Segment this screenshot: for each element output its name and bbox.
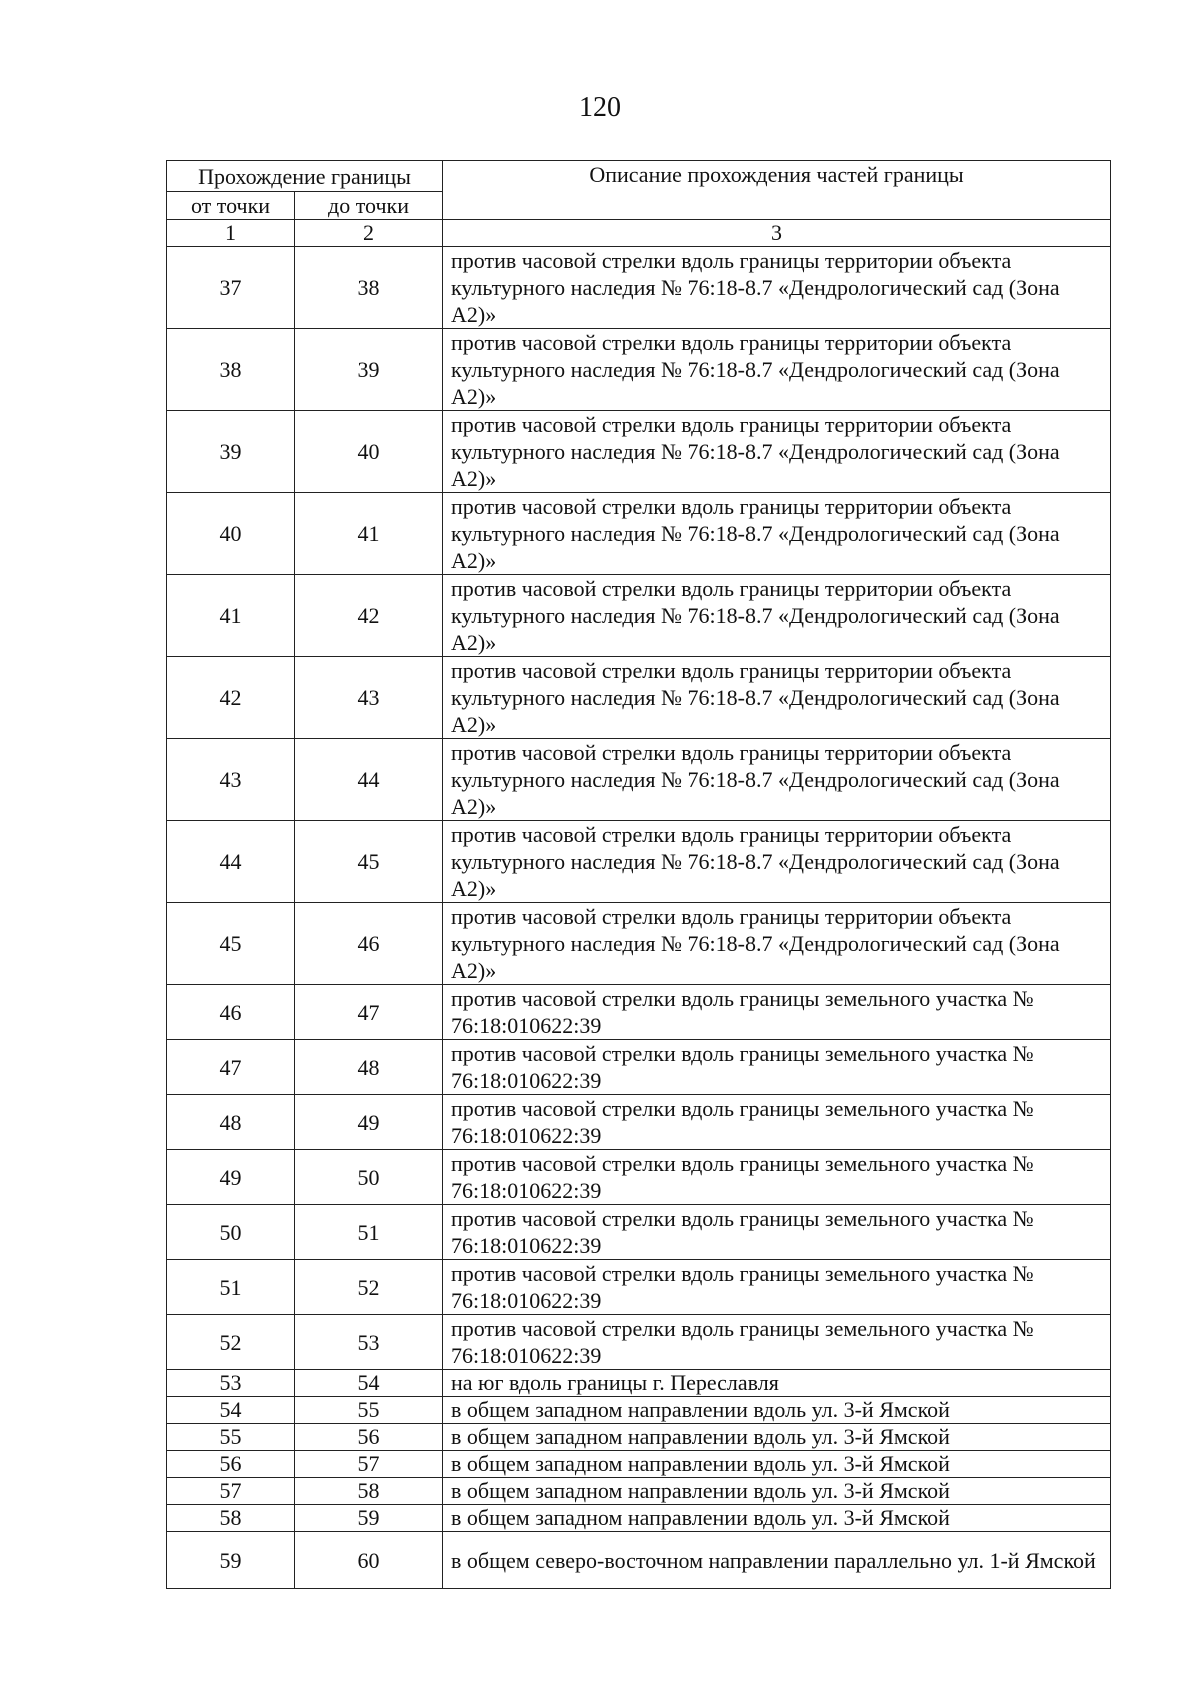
to-point: 43 <box>295 657 443 739</box>
table-row <box>167 739 1111 821</box>
table-row <box>167 657 1111 739</box>
to-point: 55 <box>295 1397 443 1424</box>
column-number: 3 <box>443 220 1111 247</box>
to-point: 41 <box>295 493 443 575</box>
boundary-description: против часовой стрелки вдоль границы территории объекта культурного наследия № 76:18-8.7 «Дендрологический сад (Зона А2)» <box>443 575 1111 657</box>
table-row <box>167 821 1111 903</box>
table-row <box>167 575 1111 657</box>
boundary-description: против часовой стрелки вдоль границы территории объекта культурного наследия № 76:18-8.7 «Дендрологический сад (Зона А2)» <box>443 411 1111 493</box>
header-passage: Прохождение границы <box>167 161 443 192</box>
table-row <box>167 1532 1111 1589</box>
table-row <box>167 1315 1111 1370</box>
table-row <box>167 903 1111 985</box>
boundary-description: в общем западном направлении вдоль ул. 3-й Ямской <box>443 1451 1111 1478</box>
table-row <box>167 1205 1111 1260</box>
from-point: 56 <box>167 1451 295 1478</box>
table-row <box>167 1451 1111 1478</box>
boundary-description: в общем западном направлении вдоль ул. 3-й Ямской <box>443 1424 1111 1451</box>
boundary-description: против часовой стрелки вдоль границы земельного участка № 76:18:010622:39 <box>443 985 1111 1040</box>
table-row <box>167 329 1111 411</box>
to-point: 44 <box>295 739 443 821</box>
column-number: 2 <box>295 220 443 247</box>
table-row <box>167 1478 1111 1505</box>
to-point: 39 <box>295 329 443 411</box>
boundary-description: против часовой стрелки вдоль границы территории объекта культурного наследия № 76:18-8.7 «Дендрологический сад (Зона А2)» <box>443 493 1111 575</box>
from-point: 46 <box>167 985 295 1040</box>
from-point: 54 <box>167 1397 295 1424</box>
table-row <box>167 1095 1111 1150</box>
table-row <box>167 1260 1111 1315</box>
table-row <box>167 247 1111 329</box>
table-row <box>167 1397 1111 1424</box>
from-point: 52 <box>167 1315 295 1370</box>
boundary-description: на юг вдоль границы г. Переславля <box>443 1370 1111 1397</box>
boundary-description: против часовой стрелки вдоль границы земельного участка № 76:18:010622:39 <box>443 1315 1111 1370</box>
to-point: 53 <box>295 1315 443 1370</box>
column-number-row <box>167 220 1111 247</box>
boundary-description: против часовой стрелки вдоль границы земельного участка № 76:18:010622:39 <box>443 1205 1111 1260</box>
to-point: 54 <box>295 1370 443 1397</box>
from-point: 42 <box>167 657 295 739</box>
to-point: 60 <box>295 1532 443 1589</box>
from-point: 53 <box>167 1370 295 1397</box>
to-point: 50 <box>295 1150 443 1205</box>
table-row <box>167 1150 1111 1205</box>
to-point: 45 <box>295 821 443 903</box>
table-row <box>167 1505 1111 1532</box>
to-point: 40 <box>295 411 443 493</box>
header-from: от точки <box>167 192 295 220</box>
to-point: 57 <box>295 1451 443 1478</box>
to-point: 52 <box>295 1260 443 1315</box>
page-number: 120 <box>579 92 621 123</box>
table-row <box>167 1040 1111 1095</box>
from-point: 37 <box>167 247 295 329</box>
boundary-description: против часовой стрелки вдоль границы территории объекта культурного наследия № 76:18-8.7 «Дендрологический сад (Зона А2)» <box>443 821 1111 903</box>
boundary-description: в общем западном направлении вдоль ул. 3-й Ямской <box>443 1478 1111 1505</box>
from-point: 49 <box>167 1150 295 1205</box>
from-point: 59 <box>167 1532 295 1589</box>
boundary-description: в общем западном направлении вдоль ул. 3-й Ямской <box>443 1397 1111 1424</box>
header-description: Описание прохождения частей границы <box>443 161 1111 220</box>
boundary-description: против часовой стрелки вдоль границы территории объекта культурного наследия № 76:18-8.7 «Дендрологический сад (Зона А2)» <box>443 903 1111 985</box>
to-point: 38 <box>295 247 443 329</box>
table-row <box>167 1424 1111 1451</box>
table-row <box>167 1370 1111 1397</box>
boundary-description: против часовой стрелки вдоль границы территории объекта культурного наследия № 76:18-8.7 «Дендрологический сад (Зона А2)» <box>443 247 1111 329</box>
to-point: 46 <box>295 903 443 985</box>
to-point: 49 <box>295 1095 443 1150</box>
to-point: 42 <box>295 575 443 657</box>
from-point: 43 <box>167 739 295 821</box>
boundary-description: против часовой стрелки вдоль границы земельного участка № 76:18:010622:39 <box>443 1150 1111 1205</box>
boundary-description: в общем западном направлении вдоль ул. 3-й Ямской <box>443 1505 1111 1532</box>
from-point: 50 <box>167 1205 295 1260</box>
from-point: 45 <box>167 903 295 985</box>
boundary-description: против часовой стрелки вдоль границы земельного участка № 76:18:010622:39 <box>443 1040 1111 1095</box>
table-header <box>167 161 1111 247</box>
from-point: 38 <box>167 329 295 411</box>
to-point: 48 <box>295 1040 443 1095</box>
to-point: 58 <box>295 1478 443 1505</box>
boundary-description: в общем северо-восточном направлении параллельно ул. 1-й Ямской <box>443 1532 1111 1589</box>
table-row <box>167 493 1111 575</box>
from-point: 51 <box>167 1260 295 1315</box>
from-point: 55 <box>167 1424 295 1451</box>
from-point: 47 <box>167 1040 295 1095</box>
boundary-description: против часовой стрелки вдоль границы территории объекта культурного наследия № 76:18-8.7 «Дендрологический сад (Зона А2)» <box>443 329 1111 411</box>
column-number: 1 <box>167 220 295 247</box>
boundary-description: против часовой стрелки вдоль границы территории объекта культурного наследия № 76:18-8.7 «Дендрологический сад (Зона А2)» <box>443 739 1111 821</box>
from-point: 41 <box>167 575 295 657</box>
from-point: 57 <box>167 1478 295 1505</box>
from-point: 44 <box>167 821 295 903</box>
header-to: до точки <box>295 192 443 220</box>
to-point: 47 <box>295 985 443 1040</box>
to-point: 51 <box>295 1205 443 1260</box>
boundary-description: против часовой стрелки вдоль границы земельного участка № 76:18:010622:39 <box>443 1095 1111 1150</box>
from-point: 48 <box>167 1095 295 1150</box>
table-row <box>167 985 1111 1040</box>
boundary-table <box>166 160 1111 1589</box>
boundary-description: против часовой стрелки вдоль границы территории объекта культурного наследия № 76:18-8.7 «Дендрологический сад (Зона А2)» <box>443 657 1111 739</box>
from-point: 40 <box>167 493 295 575</box>
boundary-description: против часовой стрелки вдоль границы земельного участка № 76:18:010622:39 <box>443 1260 1111 1315</box>
from-point: 39 <box>167 411 295 493</box>
to-point: 56 <box>295 1424 443 1451</box>
to-point: 59 <box>295 1505 443 1532</box>
from-point: 58 <box>167 1505 295 1532</box>
table-row <box>167 411 1111 493</box>
